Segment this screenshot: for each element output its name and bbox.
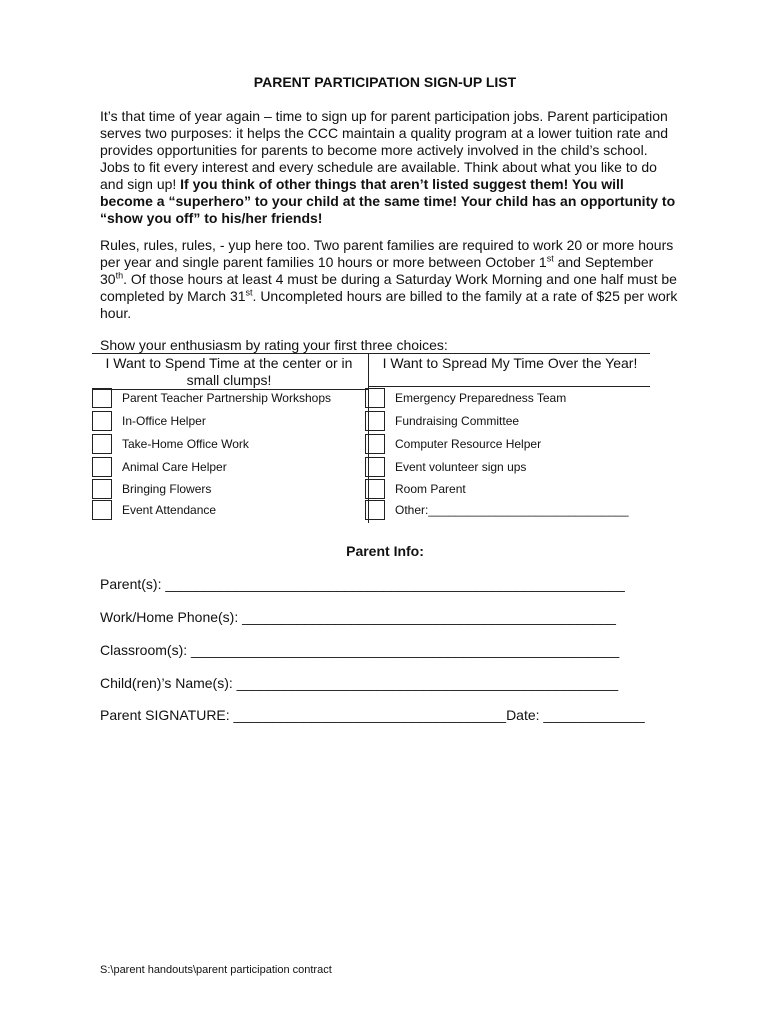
rules-sup-2: th [115, 270, 124, 281]
other-choice-label[interactable]: Other:______________________________ [395, 503, 629, 517]
choice-row [365, 456, 526, 478]
choice-checkbox[interactable] [365, 388, 385, 408]
choice-checkbox[interactable] [92, 479, 112, 499]
rules-sup-1: st [546, 253, 554, 264]
parent-info-heading: Parent Info: [346, 543, 424, 559]
choice-label: Room Parent [395, 482, 466, 496]
choice-checkbox[interactable] [365, 411, 385, 431]
choice-label: Take-Home Office Work [122, 437, 249, 451]
choice-label: Bringing Flowers [122, 482, 212, 496]
choices-prompt: Show your enthusiasm by rating your first three choices: [100, 337, 448, 353]
choice-checkbox[interactable] [365, 500, 385, 520]
choice-checkbox[interactable] [365, 457, 385, 477]
choice-row [365, 433, 541, 455]
choice-checkbox[interactable] [92, 411, 112, 431]
choice-row [365, 499, 629, 521]
rules-text-4: . Uncompleted hours are billed to the family at a rate of $25 per work hour. [100, 288, 678, 321]
rules-paragraph [100, 237, 680, 322]
choice-label: Computer Resource Helper [395, 437, 542, 451]
choice-label: In-Office Helper [122, 414, 206, 428]
parents-field[interactable]: Parent(s): ___________________________________________________________ [100, 576, 625, 592]
rules-text-3: . Of those hours at least 4 must be during a Saturday Work Morning and one half must be completed by March 31 [100, 271, 677, 304]
choice-row [92, 499, 216, 521]
rules-text-1: Rules, rules, rules, - yup here too. Two parent families are required to work 20 or more hours per year and single parent families 10 hours or more between October 1 [100, 237, 674, 270]
choice-row [92, 410, 206, 432]
intro-text: It’s that time of year again – time to sign up for parent participation jobs. Parent participation serves two purposes: it helps the CCC maintain a quality program at a lower tuition rate and provides opportunities for parents to become more actively involved in the child’s school. Jobs to fit every interest and every schedule are available. Think about what you like to do and sign up! [100, 108, 669, 192]
phone-field[interactable]: Work/Home Phone(s): ________________________________________________ [100, 609, 616, 625]
file-path-footer: S:\parent handouts\parent participation contract [100, 964, 332, 976]
choice-checkbox[interactable] [92, 457, 112, 477]
choice-row [92, 478, 211, 500]
choice-checkbox[interactable] [92, 434, 112, 454]
choice-label: Fundraising Committee [395, 414, 520, 428]
page-title: PARENT PARTICIPATION SIGN-UP LIST [253, 74, 517, 90]
choice-label: Event volunteer sign ups [395, 460, 527, 474]
right-column-header: I Want to Spread My Time Over the Year! [382, 355, 638, 371]
choice-checkbox[interactable] [92, 500, 112, 520]
choice-checkbox[interactable] [365, 434, 385, 454]
choices-table [92, 353, 650, 523]
choice-row [365, 410, 519, 432]
choice-checkbox[interactable] [365, 479, 385, 499]
intro-bold-text: If you think of other things that aren’t listed suggest them! You will become a “superhero” to your child at the same time! Your child has an opportunity to “show you off” to his/her friends! [100, 176, 676, 226]
choice-label: Event Attendance [122, 503, 217, 517]
choice-row [92, 456, 227, 478]
intro-paragraph [100, 108, 680, 227]
choice-label: Animal Care Helper [122, 460, 227, 474]
choice-row [365, 478, 466, 500]
table-top-border [92, 353, 650, 354]
left-column-header: I Want to Spend Time at the center or in small clumps! [105, 355, 353, 388]
signature-date-field[interactable]: Parent SIGNATURE: ___________________________________Date: _____________ [100, 707, 645, 723]
choice-row [365, 387, 566, 409]
choice-row [92, 387, 331, 409]
children-names-field[interactable]: Child(ren)’s Name(s): _________________________________________________ [100, 675, 619, 691]
choice-checkbox[interactable] [92, 388, 112, 408]
rules-sup-3: st [245, 287, 253, 298]
choice-label: Parent Teacher Partnership Workshops [122, 391, 331, 405]
rules-text-2: and September 30 [100, 254, 654, 287]
classroom-field[interactable]: Classroom(s): _______________________________________________________ [100, 642, 620, 658]
choice-label: Emergency Preparedness Team [395, 391, 567, 405]
choice-row [92, 433, 249, 455]
